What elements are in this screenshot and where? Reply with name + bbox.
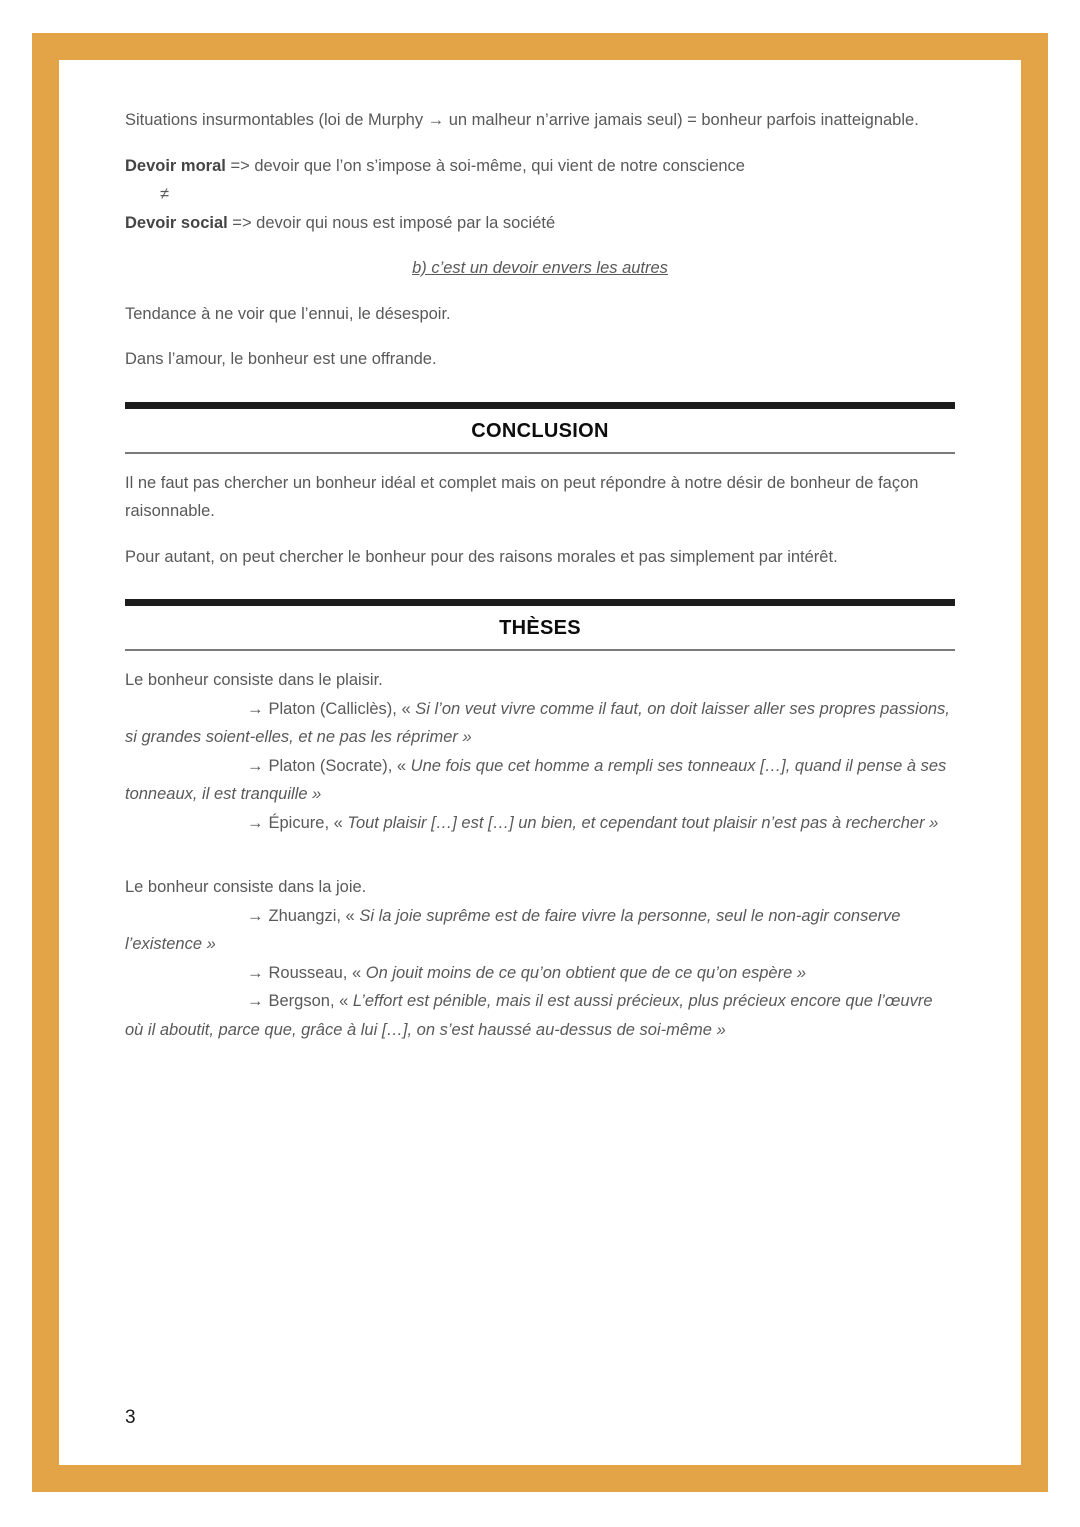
conclusion-paragraph-1: Il ne faut pas chercher un bonheur idéal et complet mais on peut répondre à notre désir de bonheur de façon raisonnable.	[125, 473, 919, 520]
arrow-icon: →	[247, 813, 264, 832]
thesis-quote: Si l’on veut vivre comme il faut, on doit laisser aller ses propres passions, si grandes soient-elles, et ne pas les réprimer »	[125, 699, 950, 746]
thesis-quote: On jouit moins de ce qu’on obtient que de ce qu’on espère »	[365, 963, 807, 982]
thesis-quote: L’effort est pénible, mais il est aussi précieux, plus précieux encore que l’œuvre où il aboutit, parce que, grâce à lui […], on s’est haussé au-dessus de soi-même »	[125, 992, 933, 1039]
thesis-author: Épicure, «	[268, 813, 348, 832]
page-number: 3	[125, 1407, 136, 1428]
paragraph-situations: Situations insurmontables (loi de Murphy → un malheur n’arrive jamais seul) = bonheur parfois inatteignable.	[125, 111, 919, 129]
thesis-author: Platon (Socrate), «	[268, 756, 411, 775]
not-equal-symbol: ≠	[160, 185, 170, 203]
thesis-group-plaisir-intro: Le bonheur consiste dans le plaisir.	[125, 671, 383, 689]
thesis-item-platon-callicles	[125, 695, 955, 752]
arrow-icon: →	[247, 992, 264, 1010]
arrow-icon: →	[247, 963, 264, 982]
arrow-icon: →	[247, 906, 264, 925]
thesis-item-rousseau	[125, 959, 955, 988]
document-page	[59, 60, 1021, 1465]
arrow-icon: →	[247, 699, 264, 718]
definition-devoir-moral	[125, 152, 955, 181]
theses-title: THÈSES	[499, 617, 581, 639]
thesis-item-epicure	[125, 809, 955, 838]
thesis-author: Platon (Calliclès), «	[268, 699, 416, 718]
term-devoir-moral: Devoir moral	[125, 156, 226, 175]
conclusion-header	[125, 402, 955, 454]
thesis-item-zhuangzi	[125, 902, 955, 959]
definition-devoir-social	[125, 209, 955, 238]
theses-header	[125, 599, 955, 651]
conclusion-title: CONCLUSION	[471, 419, 609, 442]
thesis-author: Bergson, «	[268, 992, 353, 1010]
paragraph-tendance: Tendance à ne voir que l’ennui, le désespoir.	[125, 304, 451, 323]
thesis-quote: Une fois que cet homme a rempli ses tonneaux […], quand il pense à ses tonneaux, il est tranquille »	[125, 756, 947, 803]
thesis-group-joie-intro: Le bonheur consiste dans la joie.	[125, 878, 367, 896]
thesis-author: Zhuangzi, «	[268, 906, 360, 925]
thesis-author: Rousseau, «	[268, 963, 366, 982]
term-devoir-social: Devoir social	[125, 213, 228, 232]
page-border-frame	[32, 33, 1048, 1492]
definition-devoir-moral-text: => devoir que l’on s’impose à soi-même, qui vient de notre conscience	[225, 156, 745, 175]
thesis-item-platon-socrate	[125, 752, 955, 809]
thesis-quote: Tout plaisir […] est […] un bien, et cependant tout plaisir n’est pas à rechercher »	[347, 813, 939, 832]
paragraph-amour: Dans l’amour, le bonheur est une offrande.	[125, 350, 437, 368]
thesis-quote: Si la joie suprême est de faire vivre la personne, seul le non-agir conserve l’existence »	[125, 906, 901, 953]
subheading-devoir-envers-autres: b) c’est un devoir envers les autres	[412, 259, 668, 277]
conclusion-paragraph-2: Pour autant, on peut chercher le bonheur pour des raisons morales et pas simplement par intérêt.	[125, 547, 838, 566]
definition-devoir-social-text: => devoir qui nous est imposé par la société	[227, 213, 556, 232]
thesis-item-bergson	[125, 987, 955, 1044]
arrow-icon: →	[247, 756, 264, 775]
